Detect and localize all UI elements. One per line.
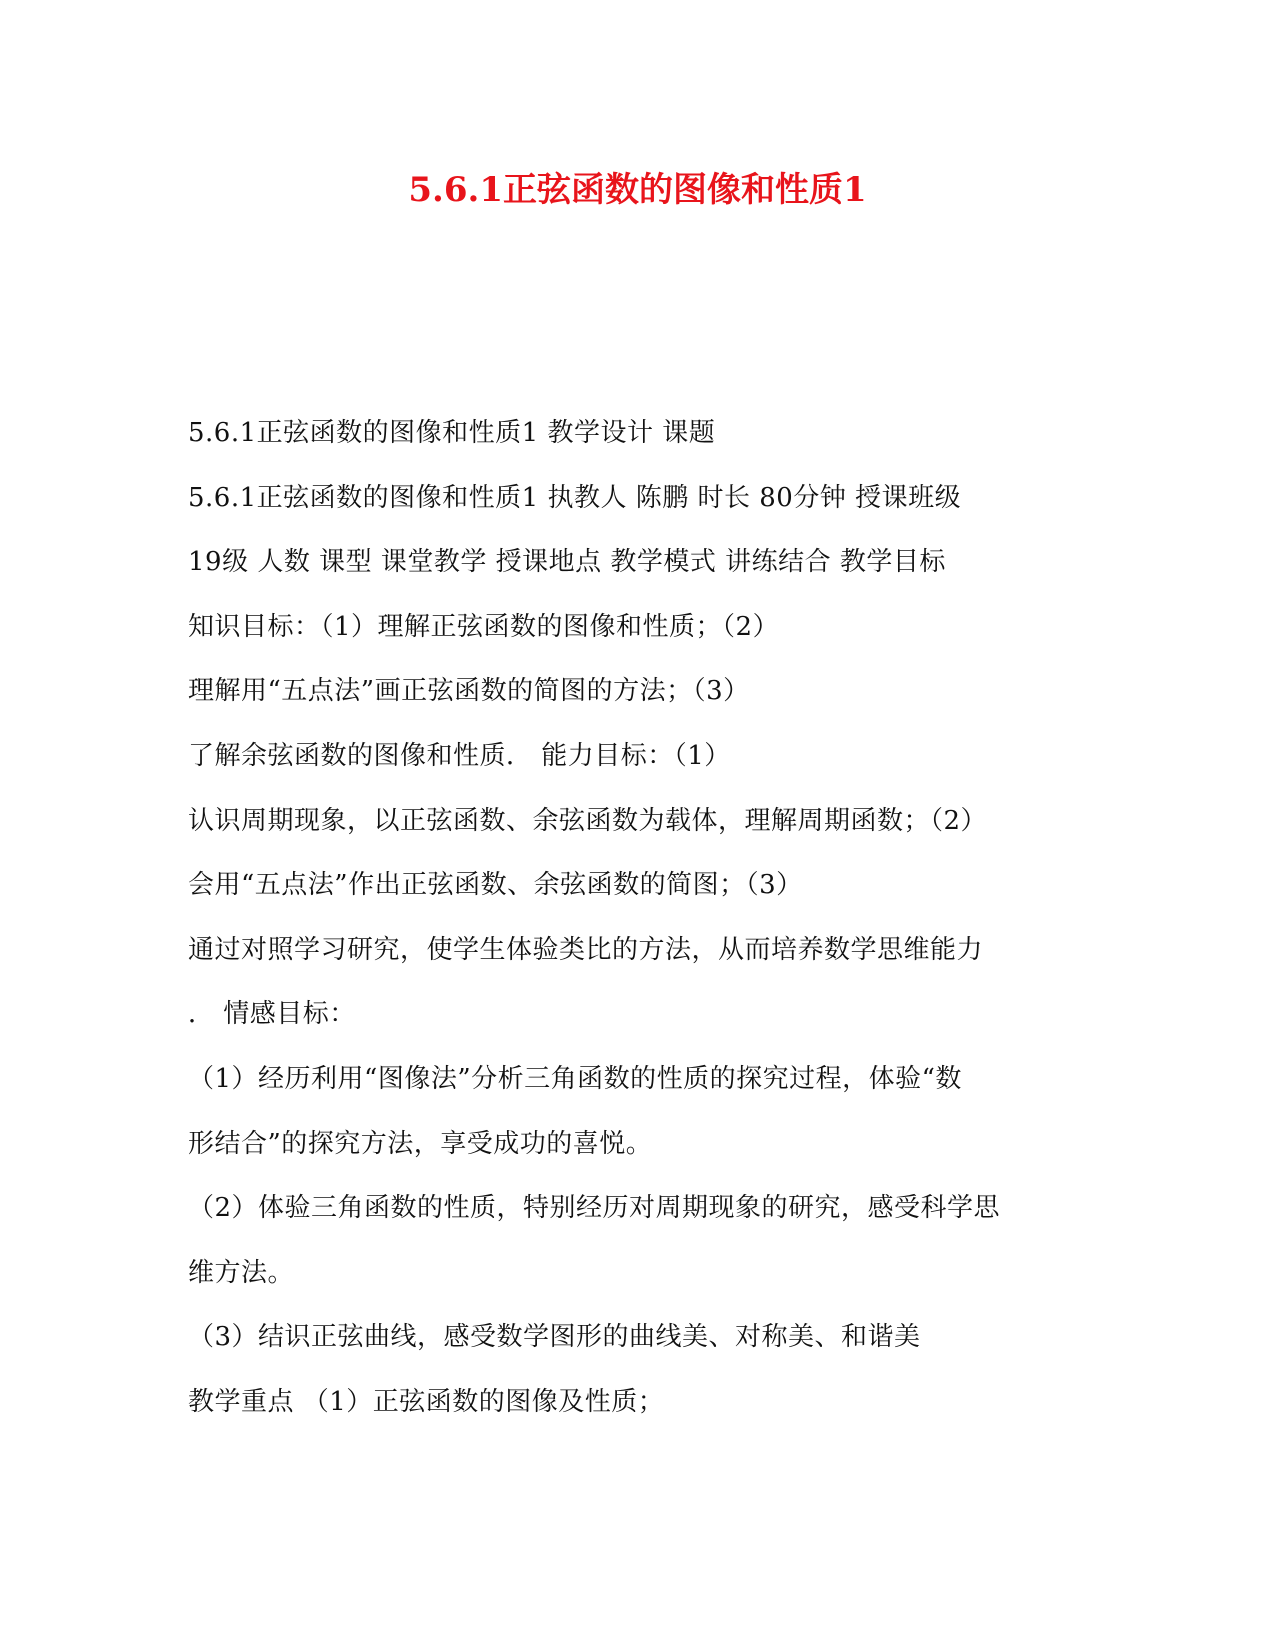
document-title: 5.6.1正弦函数的图像和性质1 <box>408 170 867 210</box>
body-line-ability-goal: 了解余弦函数的图像和性质． 能力目标：（1） <box>188 740 731 771</box>
body-line-knowledge-goal: 知识目标：（1）理解正弦函数的图像和性质；（2） <box>188 611 780 642</box>
body-line: （3）结识正弦曲线，感受数学图形的曲线美、对称美、和谐美 <box>188 1322 921 1353</box>
body-line: （1）经历利用“图像法”分析三角函数的性质的探究过程，体验“数 <box>188 1063 962 1094</box>
body-line-class-info: 19级 人数 课型 课堂教学 授课地点 教学模式 讲练结合 教学目标 <box>188 547 946 578</box>
body-line-lesson-design: 5.6.1正弦函数的图像和性质1 教学设计 课题 <box>188 418 716 448</box>
body-line: （2）体验三角函数的性质，特别经历对周期现象的研究，感受科学思 <box>188 1193 1001 1224</box>
body-line: 维方法。 <box>188 1257 295 1288</box>
document-body <box>188 416 1088 1450</box>
body-line: 通过对照学习研究，使学生体验类比的方法，从而培养数学思维能力 <box>188 934 984 965</box>
body-line-emotion-goal: ． 情感目标： <box>188 999 356 1030</box>
body-line-teacher-info: 5.6.1正弦函数的图像和性质1 执教人 陈鹏 时长 80分钟 授课班级 <box>188 482 962 513</box>
body-line: 形结合”的探究方法，享受成功的喜悦。 <box>188 1128 653 1159</box>
body-line-teaching-focus: 教学重点 （1）正弦函数的图像及性质； <box>188 1386 665 1417</box>
body-line: 会用“五点法”作出正弦函数、余弦函数的简图；（3） <box>188 870 803 901</box>
body-line: 认识周期现象，以正弦函数、余弦函数为载体，理解周期函数；（2） <box>188 805 988 836</box>
body-line: 理解用“五点法”画正弦函数的简图的方法；（3） <box>188 676 750 707</box>
